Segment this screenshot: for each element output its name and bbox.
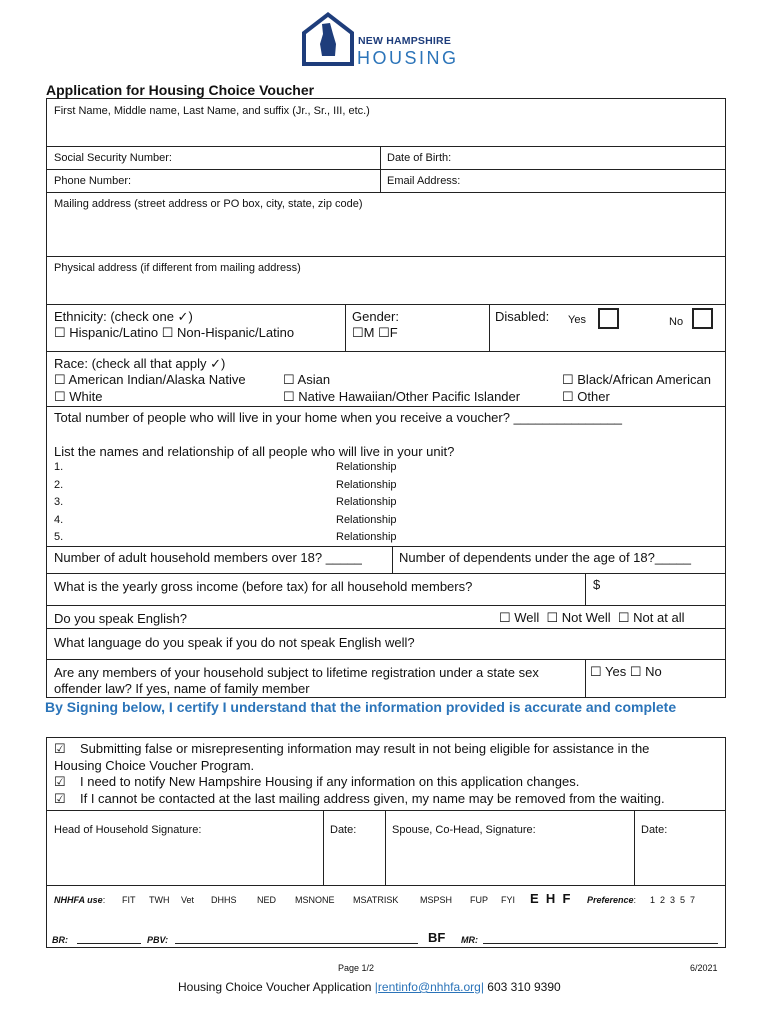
logo-line2: HOUSING — [357, 48, 459, 68]
office-code: MSATRISK — [353, 895, 399, 905]
disabled-yes-label: Yes — [568, 314, 586, 326]
race-black-option[interactable]: ☐ Black/African American — [562, 372, 711, 387]
household-row-number: 4. — [54, 513, 64, 526]
pbv-field[interactable] — [175, 943, 418, 944]
disabled-no-label: No — [669, 316, 684, 328]
head-signature-label: Head of Household Signature: — [54, 824, 202, 836]
spouse-signature-field[interactable] — [386, 838, 633, 883]
mailing-address-field[interactable] — [47, 214, 725, 254]
household-row-number: 3. — [54, 496, 64, 508]
certification-statement-line1: Submitting false or misrepresenting information may result in not being eligible for assistance in the — [80, 741, 650, 756]
office-code: FIT — [122, 895, 136, 905]
office-use-label: NHHFA use: — [54, 895, 106, 905]
offender-question-line1: Are any members of your household subject to lifetime registration under a state sex — [54, 665, 539, 680]
disabled-label: Disabled: — [495, 309, 550, 324]
household-row-relationship[interactable]: Relationship — [336, 531, 397, 543]
race-american-indian-option[interactable]: ☐ American Indian/Alaska Native — [54, 372, 246, 387]
office-code: TWH — [149, 895, 170, 905]
revision-date: 6/2021 — [690, 963, 718, 973]
household-row-relationship[interactable]: Relationship — [336, 478, 397, 491]
certification-box — [46, 737, 726, 948]
household-row-relationship[interactable]: Relationship — [336, 496, 397, 508]
offender-options[interactable]: ☐ Yes ☐ No — [590, 664, 662, 679]
disabled-yes-checkbox[interactable] — [598, 308, 619, 329]
household-row-number: 5. — [54, 531, 64, 543]
footer-phone: 603 310 9390 — [483, 980, 561, 994]
household-row-number: 2. — [54, 478, 64, 491]
gender-options[interactable]: ☐M ☐F — [352, 325, 398, 340]
physical-address-field[interactable] — [47, 278, 725, 302]
application-form — [46, 98, 726, 698]
english-options[interactable]: ☐ Well ☐ Not Well ☐ Not at all — [499, 610, 685, 625]
ssn-label: Social Security Number: — [54, 152, 172, 164]
office-code: MSPSH — [420, 895, 453, 905]
preference-values: 1 2 3 5 7 — [650, 895, 696, 905]
certification-statement: By Signing below, I certify I understand that the information provided is accurate and complete — [45, 699, 677, 715]
office-code: MSNONE — [295, 895, 335, 905]
certification-checkbox[interactable]: ☑ — [54, 791, 66, 806]
dob-label: Date of Birth: — [387, 152, 452, 164]
certification-statement-line1: If I cannot be contacted at the last mailing address given, my name may be removed from the waiting. — [80, 791, 665, 806]
page-number: Page 1/2 — [338, 963, 375, 973]
english-question: Do you speak English? — [54, 611, 187, 626]
phone-label: Phone Number: — [54, 175, 132, 187]
household-list-label: List the names and relationship of all people who will live in your unit? — [54, 444, 455, 459]
household-row-number: 1. — [54, 461, 64, 473]
household-row-relationship[interactable]: Relationship — [336, 461, 397, 473]
offender-question-line2: offender law? If yes, name of family member — [54, 681, 310, 696]
footer-email-link[interactable]: |rentinfo@nhhfa.org| — [374, 980, 484, 994]
name-label: First Name, Middle name, Last Name, and suffix (Jr., Sr., III, etc.) — [54, 105, 370, 117]
mr-label: MR: — [461, 935, 478, 945]
office-code: FUP — [470, 895, 488, 905]
race-hawaiian-option[interactable]: ☐ Native Hawaiian/Other Pacific Islander — [283, 389, 521, 404]
name-field[interactable] — [47, 117, 725, 145]
gender-label: Gender: — [352, 309, 399, 324]
form-title: Application for Housing Choice Voucher — [46, 82, 315, 98]
income-value-field[interactable]: $ — [593, 577, 601, 592]
house-logo-icon — [300, 10, 356, 68]
date1-label: Date: — [330, 824, 357, 836]
mr-field[interactable] — [483, 943, 718, 944]
bf-label: BF — [428, 930, 446, 945]
adults-count-question[interactable]: Number of adult household members over 18? _____ — [54, 550, 362, 565]
office-code: DHHS — [211, 895, 237, 905]
ethnicity-options[interactable]: ☐ Hispanic/Latino ☐ Non-Hispanic/Latino — [54, 325, 295, 340]
mailing-address-label: Mailing address (street address or PO box, city, state, zip code) — [54, 198, 363, 210]
race-other-option[interactable]: ☐ Other — [562, 389, 610, 404]
email-label: Email Address: — [387, 175, 461, 187]
spouse-signature-label: Spouse, Co-Head, Signature: — [392, 824, 536, 836]
total-people-question[interactable]: Total number of people who will live in your home when you receive a voucher? _______________ — [54, 410, 623, 425]
logo-line1: NEW HAMPSHIRE — [358, 35, 452, 47]
preference-label: Preference: — [587, 895, 637, 905]
office-code: Vet — [181, 895, 195, 905]
physical-address-label: Physical address (if different from mailing address) — [54, 262, 301, 274]
ehf-codes: E H F — [530, 891, 571, 906]
race-label: Race: (check all that apply ✓) — [54, 356, 226, 371]
income-question: What is the yearly gross income (before tax) for all household members? — [54, 579, 473, 594]
ethnicity-label: Ethnicity: (check one ✓) — [54, 309, 193, 324]
certification-checkbox[interactable]: ☑ — [54, 741, 66, 756]
pbv-label: PBV: — [147, 935, 169, 945]
race-asian-option[interactable]: ☐ Asian — [283, 372, 331, 387]
disabled-no-checkbox[interactable] — [692, 308, 713, 329]
date2-label: Date: — [641, 824, 668, 836]
household-row-relationship[interactable]: Relationship — [336, 513, 397, 526]
dependents-count-question[interactable]: Number of dependents under the age of 18?_____ — [399, 550, 692, 565]
br-field[interactable] — [77, 943, 141, 944]
certification-statement-line1: I need to notify New Hampshire Housing if any information on this application changes. — [80, 774, 580, 789]
office-code: NED — [257, 895, 277, 905]
head-signature-field[interactable] — [47, 838, 322, 883]
certification-statement-line2: Housing Choice Voucher Program. — [54, 758, 255, 773]
office-code: FYI — [501, 895, 516, 905]
footer-title: Housing Choice Voucher Application — [178, 980, 375, 994]
nh-housing-logo — [300, 10, 459, 70]
language-question: What language do you speak if you do not speak English well? — [54, 635, 415, 650]
certification-checkbox[interactable]: ☑ — [54, 774, 66, 789]
race-white-option[interactable]: ☐ White — [54, 389, 103, 404]
br-label: BR: — [52, 935, 68, 945]
footer — [178, 980, 561, 994]
